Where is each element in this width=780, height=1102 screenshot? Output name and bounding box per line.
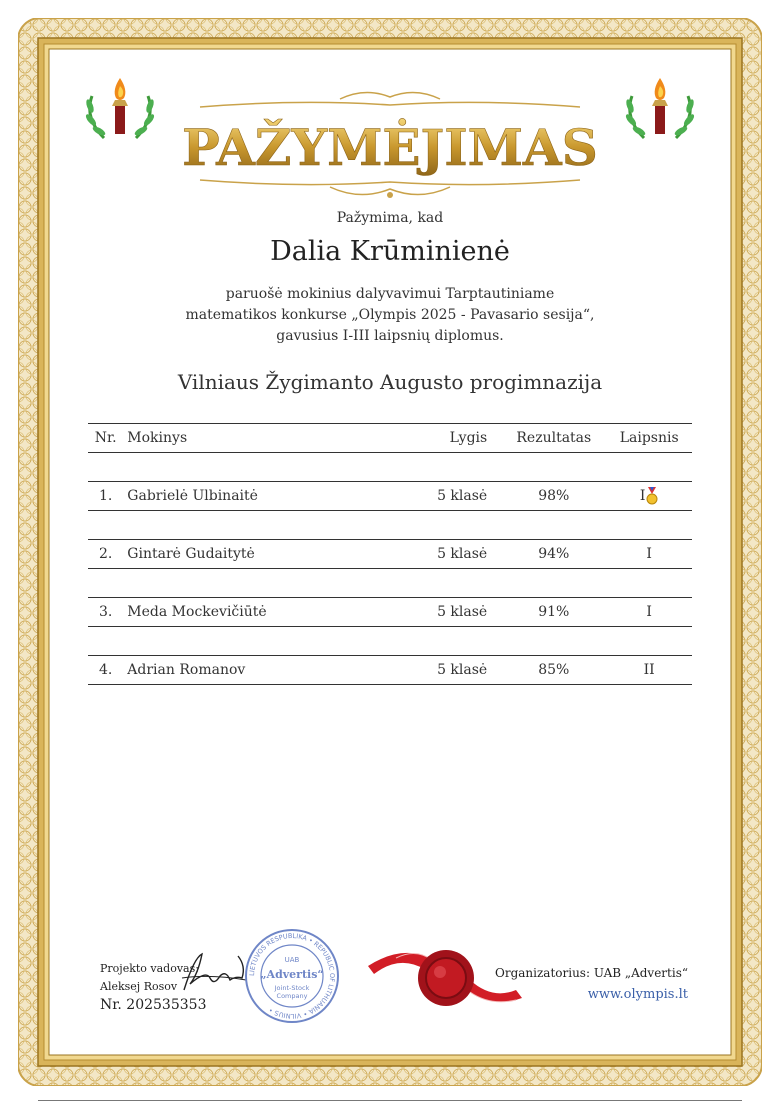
stamp-top: UAB [284, 956, 300, 964]
row-nr: 2. [88, 540, 123, 569]
stamp-sub2: Company [276, 992, 308, 1000]
description-line: matematikos konkurse „Olympis 2025 - Pavasario sesija“, [185, 307, 595, 323]
degree-text: I [639, 488, 646, 504]
stamp-sub1: Joint-Stock [274, 984, 310, 992]
row-student: Gintarė Gudaitytė [123, 540, 408, 569]
row-degree: I [606, 540, 692, 569]
description-line: paruošė mokinius dalyvavimui Tarptautiniame [225, 286, 555, 302]
stamp-ring-text: LIETUVOS RESPUBLIKA • REPUBLIC OF LITHUANIA • VILNIUS • [247, 931, 337, 1021]
certificate-title [0, 55, 780, 215]
row-level: 5 klasė [408, 482, 501, 511]
table-header-row [88, 424, 692, 453]
company-stamp [244, 928, 340, 1024]
row-result: 85% [501, 656, 606, 685]
row-degree: II [606, 656, 692, 685]
website-link[interactable]: www.olympis.lt [587, 987, 688, 1002]
certificate-number: Nr. 202535353 [100, 997, 207, 1013]
row-result: 91% [501, 598, 606, 627]
header-level: Lygis [408, 424, 501, 453]
medal-icon [646, 487, 658, 505]
description-line: gavusius I-III laipsnių diplomus. [276, 328, 504, 344]
table-row [88, 482, 692, 511]
row-level: 5 klasė [408, 656, 501, 685]
row-nr: 3. [88, 598, 123, 627]
recipient-name: Dalia Krūminienė [270, 236, 510, 267]
row-degree: I [606, 598, 692, 627]
header-result: Rezultatas [501, 424, 606, 453]
school-name: Vilniaus Žygimanto Augusto progimnazija [177, 370, 603, 394]
row-level: 5 klasė [408, 540, 501, 569]
header-nr: Nr. [88, 424, 123, 453]
title-text: PAŽYMĖJIMAS [182, 118, 598, 177]
page-divider [38, 1100, 742, 1101]
intro-text: Pažymima, kad [336, 210, 444, 226]
header-degree: Laipsnis [606, 424, 692, 453]
table-row [88, 540, 692, 569]
table-row [88, 656, 692, 685]
row-result: 98% [501, 482, 606, 511]
row-student: Gabrielė Ulbinaitė [123, 482, 408, 511]
organizer-info [495, 962, 688, 1006]
stamp-company: „Advertis“ [260, 968, 324, 981]
header-student: Mokinys [123, 424, 408, 453]
signature [180, 948, 250, 998]
leader-name: Aleksej Rosov [100, 980, 178, 993]
row-nr: 1. [88, 482, 123, 511]
certificate-description [0, 284, 780, 347]
results-table [88, 423, 692, 685]
row-degree [606, 482, 692, 511]
organizer: Organizatorius: UAB „Advertis“ [495, 966, 688, 980]
row-student: Meda Mockevičiūtė [123, 598, 408, 627]
row-result: 94% [501, 540, 606, 569]
row-student: Adrian Romanov [123, 656, 408, 685]
row-level: 5 klasė [408, 598, 501, 627]
row-nr: 4. [88, 656, 123, 685]
table-row [88, 598, 692, 627]
leader-label: Projekto vadovas: [100, 962, 199, 975]
